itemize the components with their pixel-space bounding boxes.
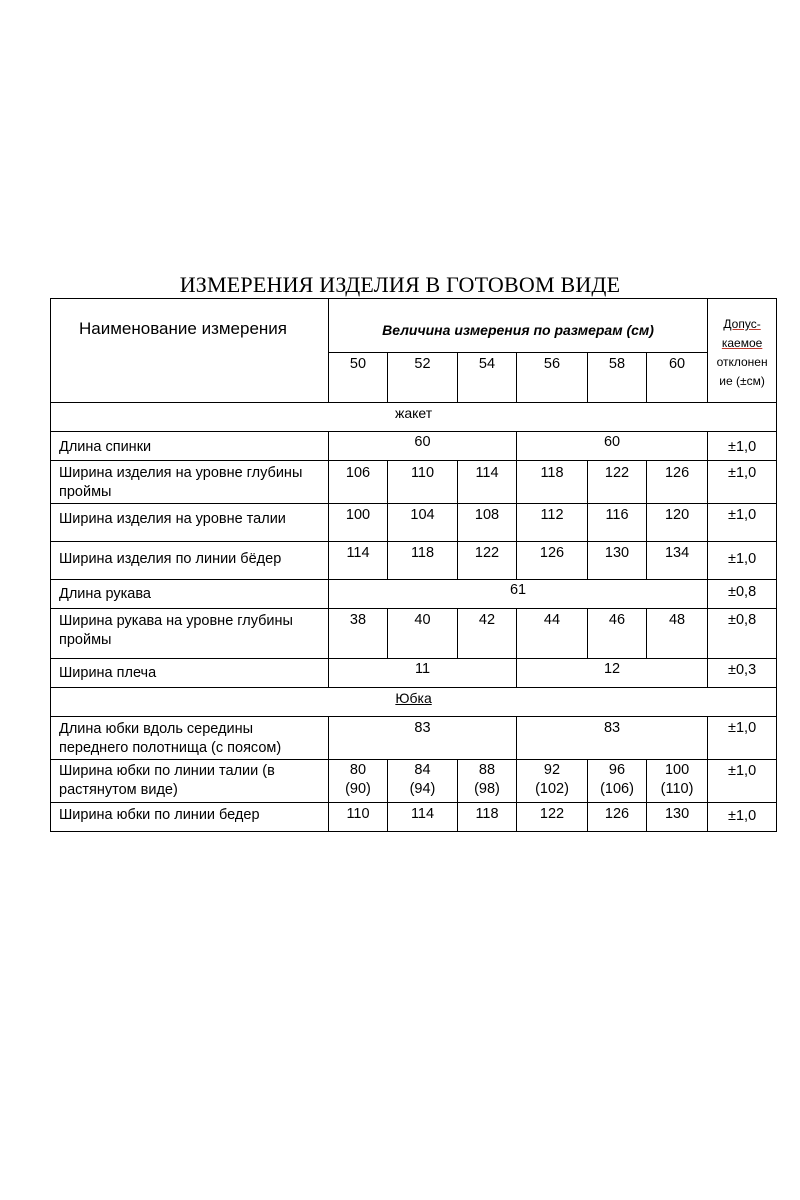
table-row — [51, 659, 777, 688]
measurement-value: 134 — [647, 542, 708, 580]
table-row — [51, 760, 777, 803]
measurement-value: 122 — [458, 542, 517, 580]
measurement-value: 104 — [388, 504, 458, 542]
measurement-value: 38 — [329, 609, 388, 659]
size-header: 52 — [388, 353, 458, 403]
measurement-value: 44 — [517, 609, 588, 659]
tolerance-value: ±1,0 — [708, 461, 777, 504]
measurement-value: 84 (94) — [388, 760, 458, 803]
measurement-value: 108 — [458, 504, 517, 542]
measurement-value: 83 — [517, 717, 708, 760]
tolerance-value: ±1,0 — [708, 803, 777, 832]
measurement-value: 118 — [458, 803, 517, 832]
measurement-name: Ширина юбки по линии талии (в растянутом виде) — [51, 760, 329, 803]
page-title: ИЗМЕРЕНИЯ ИЗДЕЛИЯ В ГОТОВОМ ВИДЕ — [179, 272, 621, 297]
size-header: 60 — [647, 353, 708, 403]
measurement-value: 12 — [517, 659, 708, 688]
measurement-name: Длина юбки вдоль середины переднего полотнища (с поясом) — [51, 717, 329, 760]
measurement-value: 122 — [517, 803, 588, 832]
measurement-value: 130 — [588, 542, 647, 580]
measurement-name: Ширина рукава на уровне глубины проймы — [51, 609, 329, 659]
tolerance-value: ±0,8 — [708, 609, 777, 659]
size-header: 50 — [329, 353, 388, 403]
measurement-value: 96 (106) — [588, 760, 647, 803]
measurement-name: Длина спинки — [51, 432, 329, 461]
measurement-value: 60 — [329, 432, 517, 461]
measurement-name: Ширина изделия на уровне глубины проймы — [51, 461, 329, 504]
measurement-name: Длина рукава — [51, 580, 329, 609]
section-skirt-label: Юбка — [395, 690, 432, 706]
measurement-value: 100 (110) — [647, 760, 708, 803]
measurement-value: 126 — [517, 542, 588, 580]
measurement-value: 106 — [329, 461, 388, 504]
size-header: 58 — [588, 353, 647, 403]
measurement-value: 92 (102) — [517, 760, 588, 803]
tolerance-value: ±0,8 — [708, 580, 777, 609]
tolerance-value: ±1,0 — [708, 542, 777, 580]
table-row — [51, 803, 777, 832]
measurement-value: 100 — [329, 504, 388, 542]
measurement-value: 120 — [647, 504, 708, 542]
header-sizes-caption: Величина измерения по размерам (см) — [329, 299, 708, 353]
measurement-name: Ширина плеча — [51, 659, 329, 688]
table-row — [51, 609, 777, 659]
tolerance-line-1: Допус- — [723, 317, 761, 331]
header-tolerance — [708, 299, 777, 403]
tolerance-value: ±1,0 — [708, 760, 777, 803]
measurement-value: 11 — [329, 659, 517, 688]
measurement-name: Ширина юбки по линии бедер — [51, 803, 329, 832]
tolerance-line-2: каемое — [721, 336, 763, 350]
measurement-value: 61 — [329, 580, 708, 609]
section-skirt — [51, 688, 777, 717]
measurement-value: 114 — [329, 542, 388, 580]
measurement-value: 60 — [517, 432, 708, 461]
measurement-value: 130 — [647, 803, 708, 832]
measurement-name: Ширина изделия на уровне талии — [51, 504, 329, 542]
tolerance-value: ±1,0 — [708, 432, 777, 461]
section-jacket: жакет — [51, 403, 777, 432]
measurement-value: 126 — [588, 803, 647, 832]
measurement-value: 48 — [647, 609, 708, 659]
measurement-value: 126 — [647, 461, 708, 504]
measurement-value: 118 — [517, 461, 588, 504]
measurement-value: 118 — [388, 542, 458, 580]
measurements-table — [50, 298, 777, 832]
measurement-value: 83 — [329, 717, 517, 760]
measurement-value: 114 — [458, 461, 517, 504]
table-row — [51, 432, 777, 461]
measurement-value: 40 — [388, 609, 458, 659]
measurement-value: 112 — [517, 504, 588, 542]
table-row — [51, 580, 777, 609]
measurement-value: 88 (98) — [458, 760, 517, 803]
tolerance-line-3: отклонен — [716, 355, 768, 369]
table-row — [51, 542, 777, 580]
measurement-name: Ширина изделия по линии бёдер — [51, 542, 329, 580]
tolerance-value: ±1,0 — [708, 717, 777, 760]
measurement-value: 110 — [329, 803, 388, 832]
tolerance-value: ±1,0 — [708, 504, 777, 542]
table-row — [51, 504, 777, 542]
measurement-value: 110 — [388, 461, 458, 504]
measurement-value: 46 — [588, 609, 647, 659]
tolerance-line-4: ие (±см) — [719, 374, 765, 388]
table-row — [51, 717, 777, 760]
header-name-column: Наименование измерения — [51, 299, 329, 403]
measurement-value: 116 — [588, 504, 647, 542]
measurement-value: 122 — [588, 461, 647, 504]
tolerance-value: ±0,3 — [708, 659, 777, 688]
size-header: 56 — [517, 353, 588, 403]
table-row — [51, 461, 777, 504]
measurement-value: 42 — [458, 609, 517, 659]
size-header: 54 — [458, 353, 517, 403]
measurement-value: 114 — [388, 803, 458, 832]
measurement-value: 80 (90) — [329, 760, 388, 803]
